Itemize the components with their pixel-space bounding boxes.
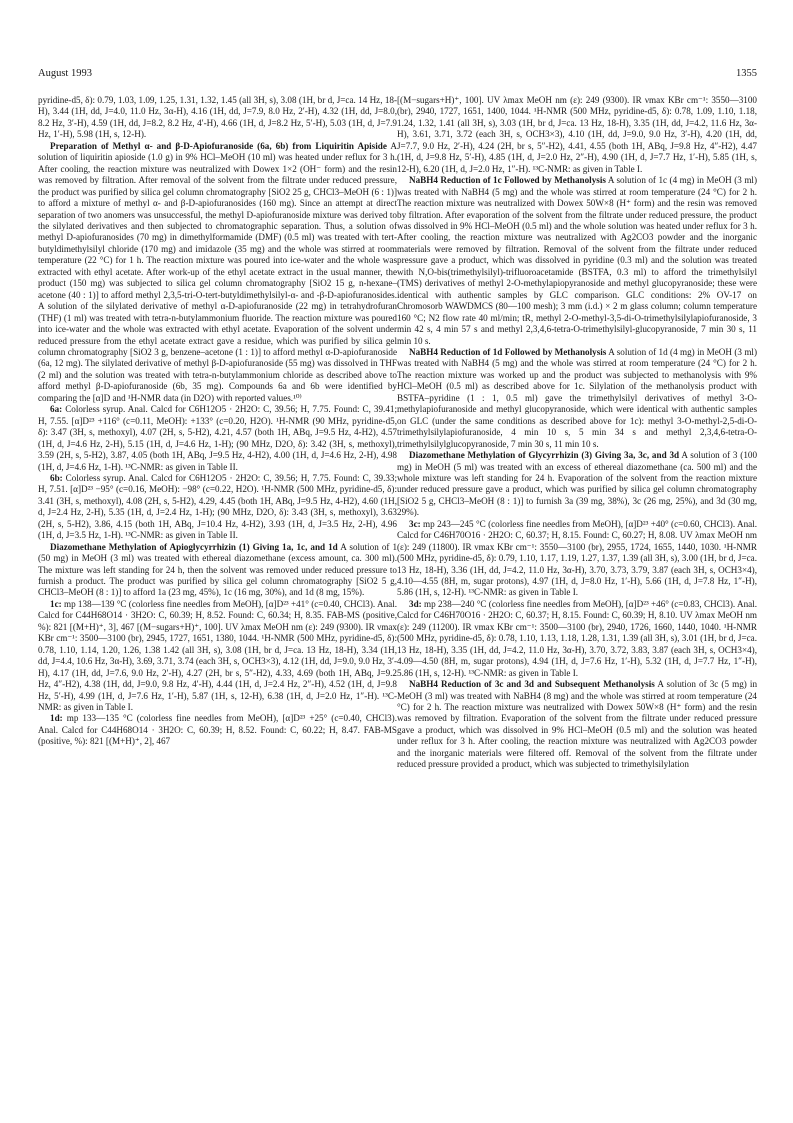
paragraph-text: mp 133—135 °C (colorless fine needles from MeOH), [α]D²³ +25° (c=0.40, CHCl3). Anal. Calcd for C44H68O14 · 3H2O: C, 60.39; H, 8.52. Found: C, 60.22; H, 8.47. FAB-MS (positive, %): 821 [(M+H)⁺, 2], 467	[38, 713, 398, 747]
running-header	[38, 68, 757, 82]
paragraph-heading: 6b:	[50, 472, 63, 483]
paragraph-text: [(M−sugars+H)⁺, 100]. UV λmax MeOH nm (ε): 249 (9300). IR νmax KBr cm⁻¹: 3550—3100 (br), 2940, 1727, 1651, 1400, 1044. ¹H-NMR (500 MHz, pyridine-d5, δ): 0.78, 1.09, 1.10, 1.18, 1.24, 1.32, 1.41 (all 3H, s), 3.03 (1H, br d, J=ca. 13 Hz, 18-H), 3.35 (1H, dd, J=4.2, 11.6 Hz, 3α-H), 3.61, 3.71, 3.72 (each 3H, s, OCH3×3), 4.10 (1H, dd, J=9.0, 9.0 Hz, 3′-H), 4.20 (1H, dd, J=7.7, 9.0 Hz, 2′-H), 4.24 (2H, br s, 5″-H2), 4.41, 4.55 (both 1H, ABq, J=9.8 Hz, 4″-H2), 4.47 (1H, d, J=9.8 Hz, 5′-H), 4.85 (1H, d, J=2.0 Hz, 2″-H), 4.90 (1H, d, J=7.7 Hz, 1′-H), 5.85 (1H, s, 12-H), 6.20 (1H, d, J=2.0 Hz, 1″-H). ¹³C-NMR: as given in Table I.	[397, 95, 757, 174]
paragraph-text: A solution of 1c (4 mg) in MeOH (3 ml) was treated with NaBH4 (5 mg) and the whole was stirred at room temperature (24 °C) for 2 h. The reaction mixture was neutralized with Dowex 50W×8 (H⁺ form) and the resin was removed by filtration. After evaporation of the solvent from the filtrate under reduced pressure, the product was dissolved in 9% HCl–MeOH (0.5 ml) and the whole solution was heated under reflux for 3 h. After cooling, the reaction mixture was neutralized with Ag2CO3 powder and the inorganic materials were removed by filtration. Removal of the solvent from the filtrate under reduced pressure gave a product, which was dissolved in pyridine (0.3 ml) and the solution was treated with N,O-bis(trimethylsilyl)-trifluoroacetamide (BSTFA, 0.3 ml) to afford the trimethylsilyl (TMS) derivatives of methyl 2-O-methylapiopyranoside and methyl glucopyranoside; these were identical with authentic samples by GLC comparison. GLC conditions: 2% OV-17 on Chromosorb WAWDMCS (80—100 mesh); 3 mm (i.d.) × 2 m glass column; column temperature 160 °C; N2 flow rate 40 ml/min; tR, methyl 2-O-methyl-3,5-di-O-trimethylsilylapiofuranoside, 3 min 42 s, 4 min 57 s and methyl 2,3,4,6-tetra-O-trimethylsilyl-glucopyranoside, 7 min 30 s, 11 min 10 s.	[397, 175, 757, 346]
paragraph-continuation	[397, 95, 757, 175]
paragraph-text: A solution of 3c (5 mg) in MeOH (3 ml) was treated with NaBH4 (8 mg) and the whole was stirred at room temperature (24 °C) for 2 h. The reaction mixture was neutralized with Dowex 50W×8 (H⁺ form) and the resin was removed by filtration. Evaporation of the solvent from the filtrate under reduced pressure gave a product, which was dissolved in 9% HCl–MeOH (0.5 ml) and the solution was heated under reflux for 3 h. After cooling, the reaction mixture was neutralized with Ag2CO3 powder and the inorganic materials were filtered off. Removal of the solvent from the filtrate under reduced pressure provided a product, which was subjected to trimethylsilylation	[397, 679, 758, 770]
paragraph	[38, 141, 397, 404]
paragraph	[38, 473, 397, 542]
paragraph-heading: NaBH4 Reduction of 1c Followed by Methanolysis	[409, 175, 606, 186]
paragraph-heading: NaBH4 Reduction of 3c and 3d and Subsequent Methanolysis	[409, 679, 655, 690]
paragraph-heading: Diazomethane Methylation of Glycyrrhizin (3) Giving 3a, 3c, and 3d	[409, 450, 680, 461]
left-column	[38, 95, 397, 748]
paragraph-text: pyridine-d5, δ): 0.79, 1.03, 1.09, 1.25, 1.31, 1.32, 1.45 (all 3H, s), 3.08 (1H, br d, J=ca. 14 Hz, 18-H), 3.44 (1H, dd, J=4.0, 11.0 Hz, 3α-H), 4.16 (1H, dd, J=7.9, 8.0 Hz, 2′-H), 4.32 (1H, dd, J=8.0, 8.2 Hz, 3′-H), 4.59 (1H, dd, J=8.2, 8.2 Hz, 4′-H), 4.66 (1H, d, J=8.2 Hz, 5′-H), 5.03 (1H, d, J=7.9 Hz, 1′-H), 5.98 (1H, s, 12-H).	[38, 95, 397, 140]
page-number: 1355	[736, 68, 757, 79]
paragraph	[397, 519, 757, 599]
paragraph-text: mp 138—139 °C (colorless fine needles from MeOH), [α]D²³ +41° (c=0.40, CHCl3). Anal. Calcd for C44H68O14 · 3H2O: C, 60.39; H, 8.52. Found: C, 60.34; H, 8.35. FAB-MS (positive, %): 821 [(M+H)⁺, 3], 467 [(M−sugars+H)⁺, 100]. UV λmax MeOH nm (ε): 249 (9300). IR νmax KBr cm⁻¹: 3500—3100 (br), 2945, 1727, 1651, 1380, 1044. ¹H-NMR (500 MHz, pyridine-d5, δ): 0.78, 1.10, 1.14, 1.20, 1.26, 1.38 1.42 (all 3H, s), 3.08 (1H, br d, J=ca. 13 Hz, 18-H), 3.34 (1H, dd, J=4.4, 10.6 Hz, 3α-H), 3.69, 3.71, 3.74 (each 3H, s, OCH3×3), 4.12 (1H, dd, J=9.0, 9.0 Hz, 3′-H), 4.17 (1H, dd, J=7.6, 9.0 Hz, 2′-H), 4.27 (2H, br s, 5″-H2), 4.33, 4.69 (both 1H, ABq, J=9.2 Hz, 4″-H2), 4.38 (1H, dd, J=9.0, 9.8 Hz, 4′-H), 4.44 (1H, d, J=2.4 Hz, 2″-H), 4.52 (1H, d, J=9.8 Hz, 5′-H), 4.99 (1H, d, J=7.6 Hz, 1′-H), 5.87 (1H, s, 12-H), 6.38 (1H, d, J=2.0 Hz, 1″-H). ¹³C-NMR: as given in Table I.	[38, 598, 398, 713]
header-date: August 1993	[38, 68, 92, 79]
paragraph-heading: 1d:	[50, 713, 63, 724]
paragraph	[397, 347, 757, 450]
paragraph	[397, 679, 757, 771]
paragraph	[397, 599, 757, 679]
paragraph	[38, 542, 397, 599]
paragraph-continuation	[38, 95, 397, 141]
paragraph-text: mp 243—245 °C (colorless fine needles from MeOH), [α]D²³ +40° (c=0.60, CHCl3). Anal. Calcd for C46H70O16 · 2H2O: C, 60.37; H, 8.15. Found: C, 60.27; H, 8.08. UV λmax MeOH nm (ε): 249 (11800). IR νmax KBr cm⁻¹: 3550—3100 (br), 2955, 1724, 1655, 1440, 1030. ¹H-NMR (500 MHz, pyridine-d5, δ): 0.79, 1.10, 1.17, 1.19, 1.27, 1.37, 1.39 (all 3H, s), 3.00 (1H, br d, J=ca. 13 Hz, 18-H), 3.36 (1H, dd, J=4.2, 11.0 Hz, 3α-H), 3.70, 3.73, 3.79, 3.87 (each 3H, s, OCH3×4), 4.10—4.55 (8H, m, sugar protons), 4.97 (1H, d, J=8.0 Hz, 1′-H), 5.66 (1H, d, J=7.8 Hz, 1″-H), 5.86 (1H, s, 12-H). ¹³C-NMR: as given in Table I.	[397, 518, 758, 598]
paragraph-heading: Diazomethane Methylation of Apioglycyrrhizin (1) Giving 1a, 1c, and 1d	[50, 541, 338, 552]
paragraph	[38, 599, 397, 714]
paragraph-heading: 3c:	[409, 518, 421, 529]
paragraph-text: mp 238—240 °C (colorless fine needles from MeOH), [α]D²³ +46° (c=0.83, CHCl3). Anal. Calcd for C46H70O16 · 2H2O: C, 60.37; H, 8.15. Found: C, 60.39; H, 8.10. UV λmax MeOH nm (ε): 249 (11200). IR νmax KBr cm⁻¹: 3500—3100 (br), 2940, 1726, 1660, 1440, 1040. ¹H-NMR (500 MHz, pyridine-d5, δ): 0.78, 1.10, 1.13, 1.18, 1.28, 1.31, 1.39 (all 3H, s), 3.01 (1H, br d, J=ca. 13 Hz, 18-H), 3.35 (1H, dd, J=4.2, 11.0 Hz, 3α-H), 3.70, 3.72, 3.83, 3.87 (each 3H, s, OCH3×4), 4.09—4.50 (8H, m, sugar protons), 4.94 (1H, d, J=7.6 Hz, 1′-H), 5.32 (1H, d, J=7.7 Hz, 1″-H), 5.86 (1H, s, 12-H). ¹³C-NMR: as given in Table I.	[397, 598, 758, 678]
paragraph-text: Colorless syrup. Anal. Calcd for C6H12O5 · 2H2O: C, 39.56; H, 7.75. Found: C, 39.33; H, 7.51. [α]D²³ −95° (c=0.16, MeOH): −98° (c=0.22, H2O). ¹H-NMR (500 MHz, pyridine-d5, δ): 3.41 (3H, s, methoxyl), 4.08 (2H, s, 5-H2), 4.29, 4.45 (both 1H, ABq, J=9.5 Hz, 4-H2), 4.60 (1H, d, J=2.4 Hz, 2-H), 5.35 (1H, d, J=2.4 Hz, 1-H); (90 MHz, D2O, δ): 3.43 (3H, s, methoxyl), 3.63 (2H, s, 5-H2), 3.86, 4.15 (both 1H, ABq, J=10.4 Hz, 4-H2), 3.93 (1H, d, J=3.5 Hz, 2-H), 4.96 (1H, d, J=3.5 Hz, 1-H). ¹³C-NMR: as given in Table II.	[38, 472, 398, 541]
paragraph-text: A solution of 1d (4 mg) in MeOH (3 ml) was treated with NaBH4 (5 mg) and the whole was stirred at room temperature (24 °C) for 2 h. The reaction mixture was worked up and the product was subjected to methanolysis with 9% HCl–MeOH (0.5 ml) as described above for 1c. Silylation of the methanolysis product with BSTFA–pyridine (1 : 1, 0.5 ml) gave the trimethylsilyl derivatives of methyl 3-O-methylapiofuranoside and methyl glucopyranoside, which were identical with authentic samples on GLC (under the same conditions as described above for 1c): methyl 3-O-methyl-2,5-di-O-trimethylsilylapiofuranoside, 4 min 10 s, 5 min 34 s and methyl 2,3,4,6-tetra-O-trimethylsilylglucopyranoside, 7 min 30 s, 11 min 10 s.	[397, 346, 757, 449]
paragraph-text: A solution of liquiritin apioside (1.0 g) in 9% HCl–MeOH (10 ml) was heated under reflux for 3 h. After cooling, the reaction mixture was neutralized with Dowex 1×2 (OH⁻ form) and the resin was removed by filtration. After removal of the solvent from the filtrate under reduced pressure, the product was purified by silica gel column chromatography [SiO2 25 g, CHCl3–MeOH (6 : 1)] to afford a mixture of methyl α- and β-D-apiofuranosides (160 mg). Since an attempt at direct separation of two anomers was unsuccessful, the methyl D-apiofuranoside mixture was derived to the silylated derivatives and then subjected to chromatographic separation. Thus, a solution of methyl D-apiofuranosides (70 mg) in dimethylformamide (DMF) (0.5 ml) was treated with tert-butyldimethylsilyl chloride (170 mg) and imidazole (35 mg) and the whole was stirred at room temperature (22 °C) for 1 h. The reaction mixture was poured into ice-water and the whole was extracted with ethyl acetate. After work-up of the ethyl acetate extract in the usual manner, the product (150 mg) was subjected to silica gel column chromatography [SiO2 15 g, n-hexane–acetone (40 : 1)] to afford methyl 2,3,5-tri-O-tert-butyldimethylsilyl-α- and -β-D-apiofuranosides. A solution of the silylated derivative of methyl α-D-apiofuranoside (22 mg) in tetrahydrofuran (THF) (1 ml) was treated with tetra-n-butylammonium fluoride. The reaction mixture was poured into ice-water and the whole was extracted with ethyl acetate. Evaporation of the solvent under reduced pressure from the ethyl acetate extract gave a residue, which was purified by silica gel column chromatography [SiO2 3 g, benzene–acetone (1 : 1)] to afford methyl α-D-apiofuranoside (6a, 12 mg). The silylated derivative of methyl β-D-apiofuranoside (55 mg) was dissolved in THF (2 ml) and the solution was treated with tetra-n-butylammonium chloride as described above to afford methyl β-D-apiofuranoside (6b, 35 mg). Compounds 6a and 6b were identified by comparing the [α]D and ¹H-NMR data (in D2O) with reported values.¹⁰⁾	[38, 140, 397, 403]
paragraph-heading: 6a:	[50, 404, 63, 415]
paragraph-heading: Preparation of Methyl α- and β-D-Apiofuranoside (6a, 6b) from Liquiritin Apiside	[50, 140, 387, 151]
paragraph-heading: NaBH4 Reduction of 1d Followed by Methanolysis	[409, 346, 607, 357]
paragraph-text: A solution of 3 (100 mg) in MeOH (5 ml) was treated with an excess of ethereal diazomethane (ca. 500 ml) and the whole mixture was left standing for 24 h. Evaporation of the solvent from the reaction mixture under reduced pressure gave a product, which was purified by silica gel column chromatography [SiO2 5 g, CHCl3–MeOH (8 : 1)] to furnish 3a (39 mg, 38%), 3c (26 mg, 25%), and 3d (30 mg, 29%).	[397, 450, 758, 518]
paragraph-text: Colorless syrup. Anal. Calcd for C6H12O5 · 2H2O: C, 39.56; H, 7.75. Found: C, 39.41; H, 7.55. [α]D²³ +116° (c=0.11, MeOH): +133° (c=0.20, H2O). ¹H-NMR (90 MHz, pyridine-d5, δ): 3.47 (3H, s, methoxyl), 4.07 (2H, s, 5-H2), 4.21, 4.57 (both 1H, ABq, J=9.5 Hz, 4-H2), 4.57 (1H, d, J=4.6 Hz, 2-H), 5.15 (1H, d, J=4.6 Hz, 1-H); (90 MHz, D2O, δ): 3.42 (3H, s, methoxyl), 3.59 (2H, s, 5-H2), 3.87, 4.05 (both 1H, ABq, J=9.5 Hz, 4-H2), 4.00 (1H, d, J=4.6 Hz, 2-H), 4.98 (1H, d, J=4.6 Hz, 1-H). ¹³C-NMR: as given in Table II.	[38, 404, 398, 472]
paragraph	[397, 450, 757, 519]
paragraph-heading: 1c:	[50, 598, 62, 609]
paragraph	[38, 404, 397, 473]
paragraph-heading: 3d:	[409, 598, 422, 609]
paragraph	[397, 175, 757, 347]
right-column	[397, 95, 757, 771]
paragraph	[38, 713, 397, 747]
paragraph-text: A solution of 1 (50 mg) in MeOH (3 ml) was treated with ethereal diazomethane (excess amount, ca. 300 ml). The mixture was left standing for 24 h, then the solvent was removed under reduced pressure to furnish a product. The product was purified by silica gel column chromatography [SiO2 5 g, CHCl3–MeOH (8 : 1)] to afford 1a (23 mg, 45%), 1c (16 mg, 30%), and 1d (8 mg, 15%).	[38, 541, 398, 598]
